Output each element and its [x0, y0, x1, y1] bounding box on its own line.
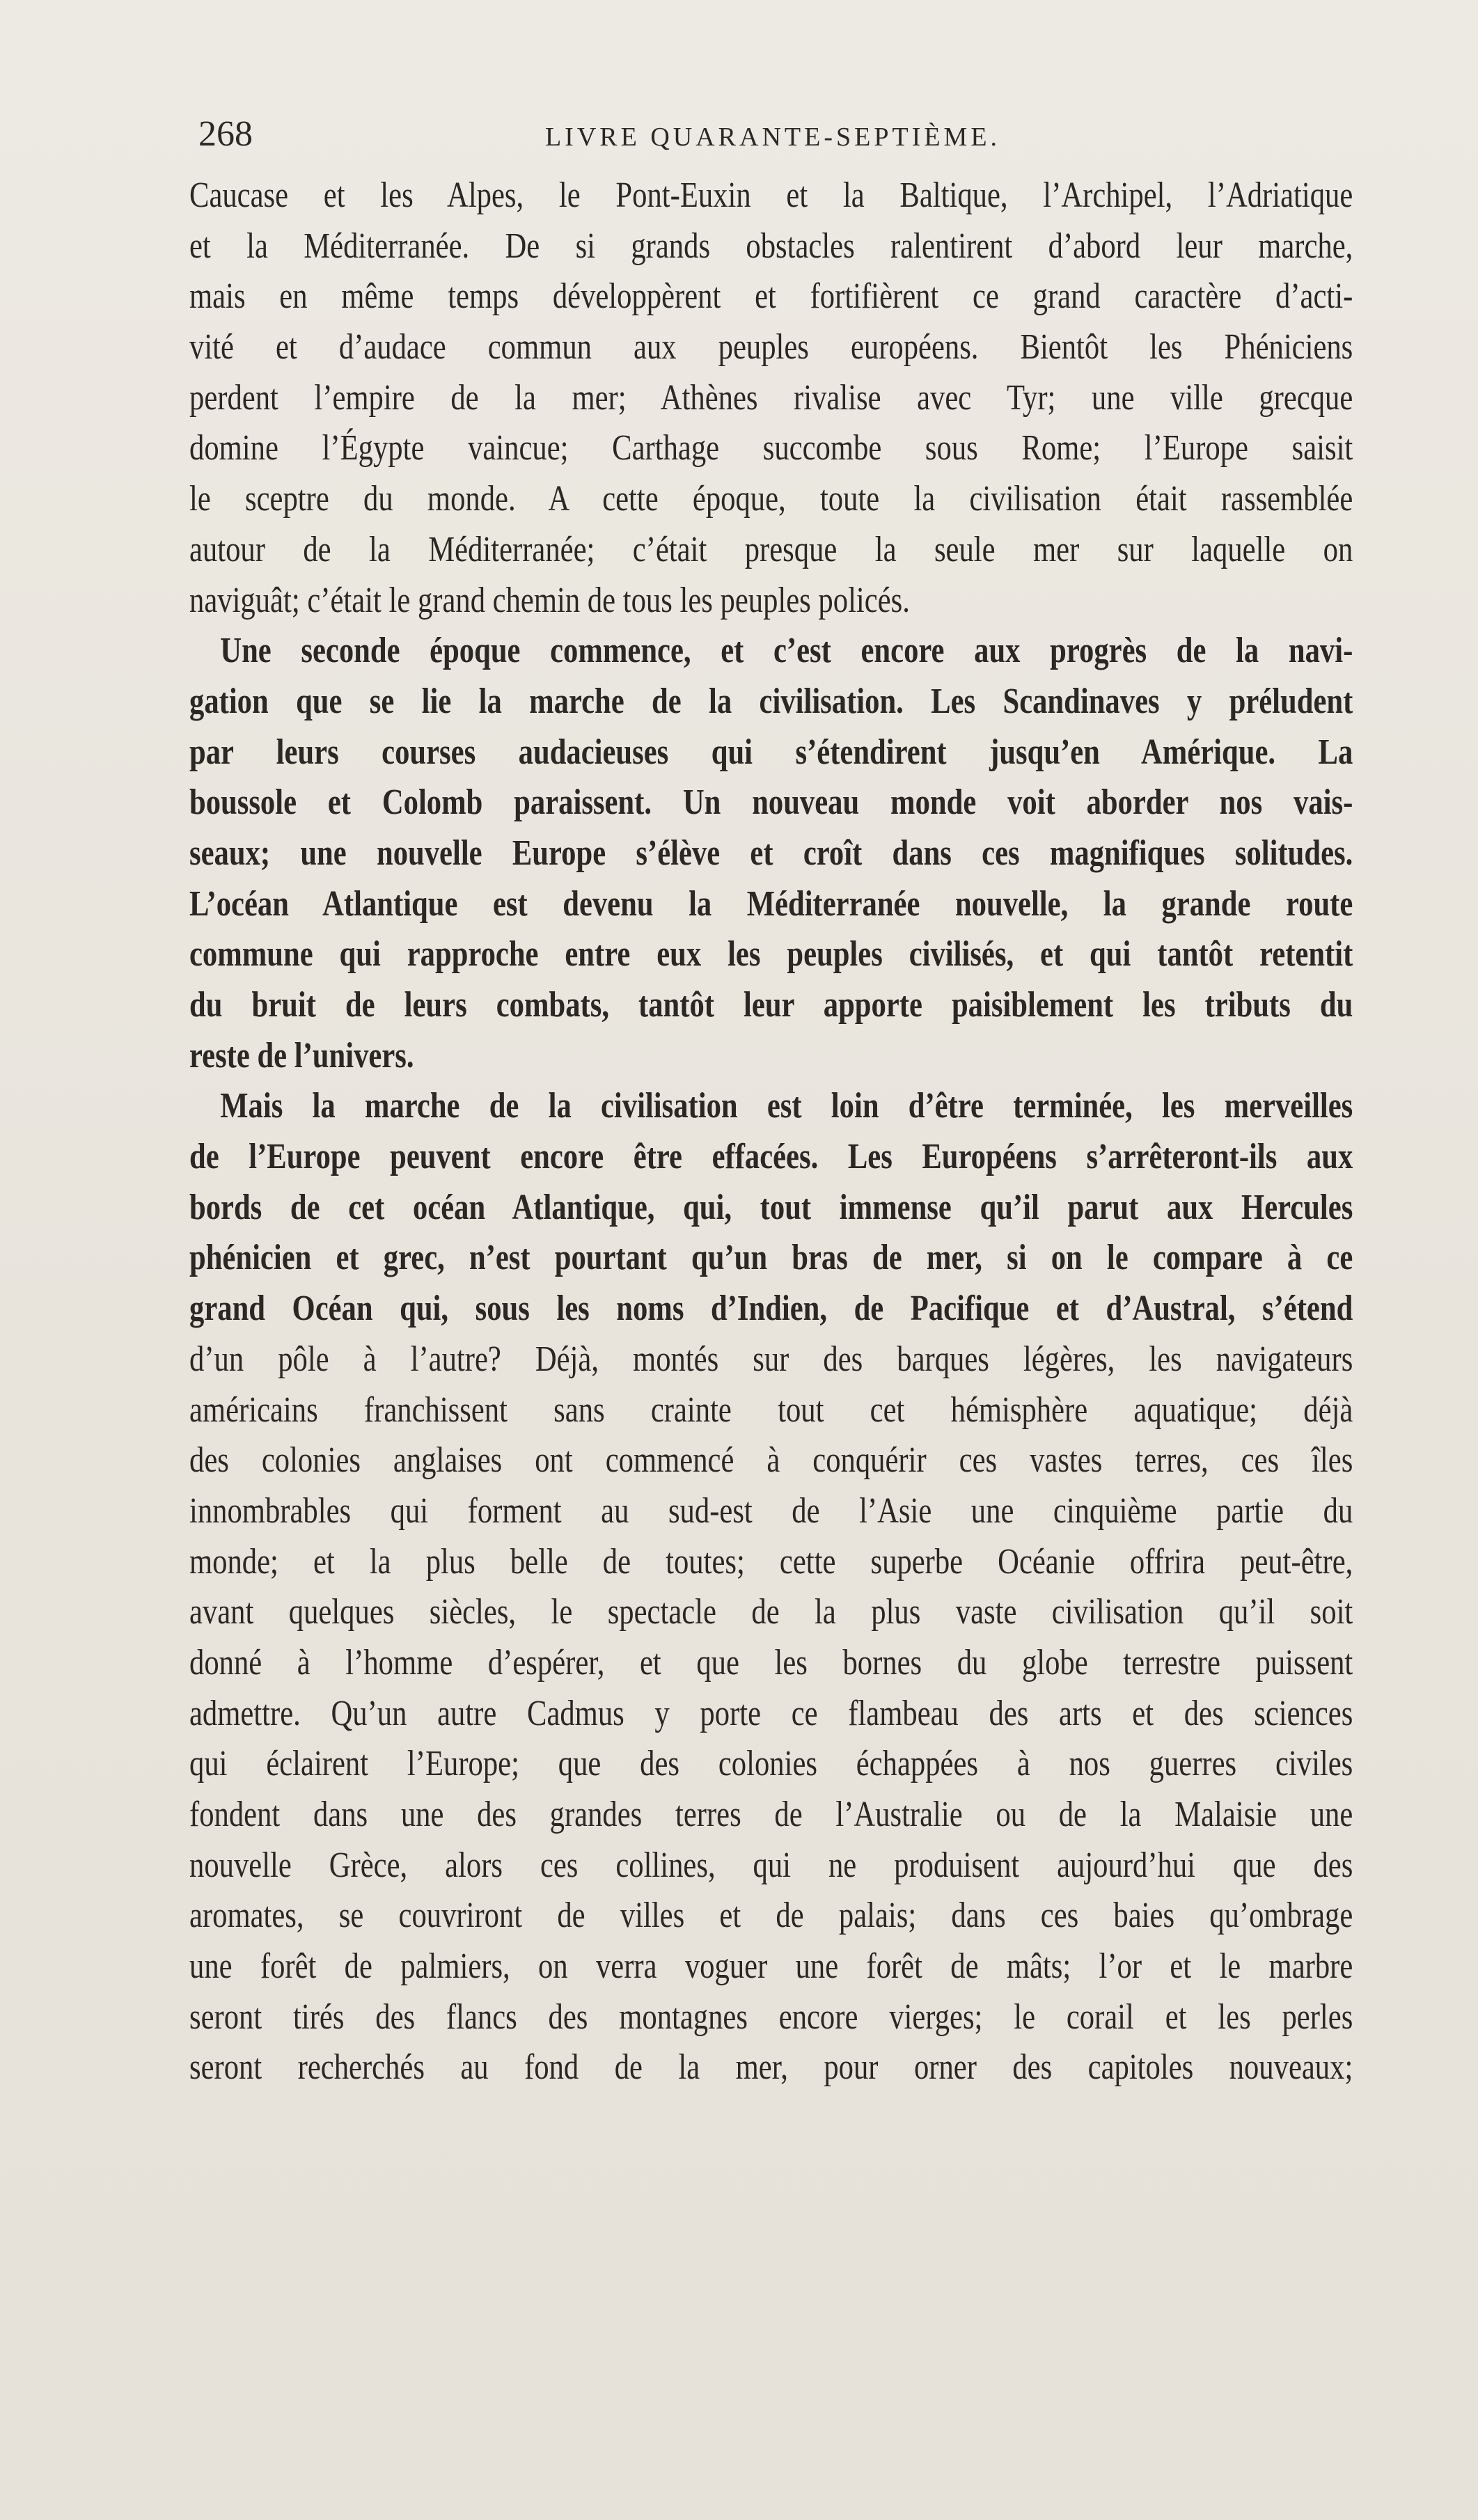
text-line: Mais la marche de la civilisation est loin d’être terminée, les merveilles	[220, 1086, 1353, 1126]
text-line: perdent l’empire de la mer; Athènes rivalise avec Tyr; une ville grecque	[189, 377, 1353, 418]
text-line: des colonies anglaises ont commencé à conquérir ces vastes terres, ces îles	[189, 1440, 1353, 1481]
text-line: monde; et la plus belle de toutes; cette superbe Océanie offrira peut-être,	[189, 1541, 1353, 1582]
running-title: LIVRE QUARANTE-SEPTIÈME.	[544, 123, 1001, 152]
text-line: du bruit de leurs combats, tantôt leur apporte paisiblement les tributs du	[189, 985, 1353, 1025]
text-line: bords de cet océan Atlantique, qui, tout immense qu’il parut aux Hercules	[189, 1187, 1353, 1227]
text-line: commune qui rapproche entre eux les peuples civilisés, et qui tantôt retentit	[189, 934, 1353, 975]
text-line: aromates, se couvriront de villes et de palais; dans ces baies qu’ombrage	[189, 1896, 1353, 1936]
text-line: domine l’Égypte vaincue; Carthage succombe sous Rome; l’Europe saisit	[189, 428, 1353, 468]
text-line: d’un pôle à l’autre? Déjà, montés sur des barques légères, les navigateurs	[189, 1339, 1353, 1379]
text-line: Une seconde époque commence, et c’est encore aux progrès de la navi-	[220, 631, 1353, 671]
text-line: mais en même temps développèrent et fortifièrent ce grand caractère d’acti-	[189, 276, 1353, 317]
text-line: vité et d’audace commun aux peuples européens. Bientôt les Phéniciens	[189, 327, 1353, 368]
text-line: seront tirés des flancs des montagnes encore vierges; le corail et les perles	[189, 1997, 1353, 2037]
text-line: le sceptre du monde. A cette époque, toute la civilisation était rassemblée	[189, 479, 1353, 519]
page-header	[198, 110, 1347, 159]
text-line: américains franchissent sans crainte tout cet hémisphère aquatique; déjà	[189, 1389, 1353, 1430]
text-line: naviguât; c’était le grand chemin de tous les peuples policés.	[189, 580, 910, 620]
text-line: nouvelle Grèce, alors ces collines, qui ne produisent aujourd’hui que des	[189, 1845, 1353, 1885]
text-line: et la Méditerranée. De si grands obstacles ralentirent d’abord leur marche,	[189, 226, 1353, 266]
page-number: 268	[198, 114, 253, 154]
text-line: seaux; une nouvelle Europe s’élève et croît dans ces magnifiques solitudes.	[189, 833, 1353, 873]
text-line: boussole et Colomb paraissent. Un nouveau monde voit aborder nos vais-	[189, 782, 1353, 823]
text-line: de l’Europe peuvent encore être effacées. Les Européens s’arrêteront-ils aux	[189, 1137, 1353, 1177]
text-line: seront recherchés au fond de la mer, pour orner des capitoles nouveaux;	[189, 2047, 1353, 2088]
text-line: gation que se lie la marche de la civilisation. Les Scandinaves y préludent	[189, 681, 1353, 721]
text-line: Caucase et les Alpes, le Pont-Euxin et la Baltique, l’Archipel, l’Adriatique	[189, 175, 1353, 215]
text-line: par leurs courses audacieuses qui s’étendirent jusqu’en Amérique. La	[189, 732, 1353, 772]
text-line: donné à l’homme d’espérer, et que les bornes du globe terrestre puissent	[189, 1642, 1353, 1683]
text-line: innombrables qui forment au sud-est de l’Asie une cinquième partie du	[189, 1490, 1353, 1531]
blank-page-area	[189, 2200, 1353, 2478]
text-line: L’océan Atlantique est devenu la Méditerranée nouvelle, la grande route	[189, 883, 1353, 924]
body-text	[189, 171, 1353, 2093]
text-line: phénicien et grec, n’est pourtant qu’un bras de mer, si on le compare à ce	[189, 1238, 1353, 1278]
text-line: reste de l’univers.	[189, 1035, 414, 1076]
text-line: une forêt de palmiers, on verra voguer une forêt de mâts; l’or et le marbre	[189, 1946, 1353, 1987]
text-line: admettre. Qu’un autre Cadmus y porte ce flambeau des arts et des sciences	[189, 1693, 1353, 1733]
text-line: autour de la Méditerranée; c’était presque la seule mer sur laquelle on	[189, 529, 1353, 569]
text-line: avant quelques siècles, le spectacle de la plus vaste civilisation qu’il soit	[189, 1592, 1353, 1632]
text-line: qui éclairent l’Europe; que des colonies échappées à nos guerres civiles	[189, 1744, 1353, 1784]
text-line: fondent dans une des grandes terres de l’Australie ou de la Malaisie une	[189, 1795, 1353, 1834]
text-line: grand Océan qui, sous les noms d’Indien, de Pacifique et d’Austral, s’étend	[189, 1289, 1353, 1329]
